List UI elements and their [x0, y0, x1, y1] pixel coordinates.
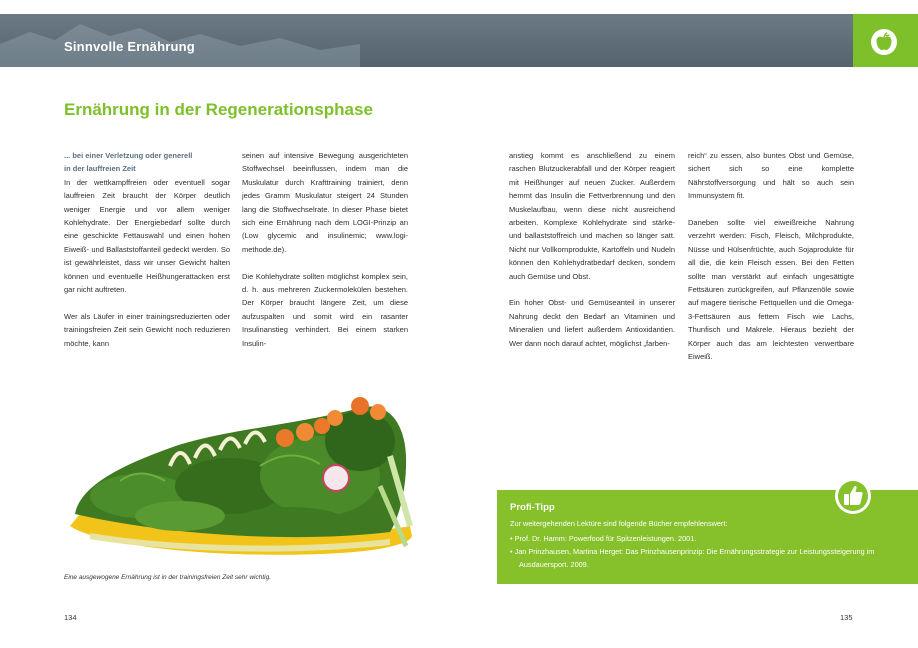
- section-header-bar: [0, 14, 918, 67]
- subheading-line-1: ... bei einer Verletzung oder generell: [64, 151, 193, 160]
- page-number-right: 135: [840, 613, 853, 622]
- image-caption: Eine ausgewogene Ernährung ist in der trainingsfreien Zeit sehr wichtig.: [64, 574, 272, 581]
- paragraph: Daneben sollte viel eiweißreiche Nahrung verzehrt werden: Fisch, Fleisch, Milchprodukte, Nüsse und Hülsenfrüchte, auch Sojaprodukte für all die, die kein Fleisch essen. Bei den Fetten sollte man verstärkt auf einfach ungesättigte Fettsäuren zurückgreifen, auf Pflanzenöle sowie auf magere tierische Fettquellen und die Omega-3-Fettsäuren aus fettem Fisch wie Lachs, Thunfisch und Makrele. Hieraus bezieht der Körper auch das am leichtesten verwertbare Eiweiß.: [688, 218, 854, 362]
- paragraph: In der wettkampffreien oder eventuell sogar lauffreien Zeit braucht der Körper deutlich weniger Energie und vor allem weniger Kohlehydrate. Der Energiebedarf sollte durch eine geschickte Fettauswahl und einen hohen Eiweiß- und Ballaststoffanteil gedeckt werden. So ist gewährleistet, dass wir unser Gewicht halten können und eventuelle Heißhungerattacken erst gar nicht auftreten.: [64, 177, 230, 295]
- subheading-line-2: in der lauffreien Zeit: [64, 164, 136, 174]
- pro-tip-title: Profi-Tipp: [510, 502, 555, 513]
- list-item: • Prof. Dr. Hamm: Powerfood für Spitzenleistungen. 2001.: [510, 532, 918, 545]
- apple-icon: [870, 28, 898, 56]
- page-heading: Ernährung in der Regenerationsphase: [64, 100, 373, 119]
- text-column-4: [688, 149, 854, 377]
- paragraph: reich“ zu essen, also buntes Obst und Gemüse, sichert sich so eine komplette Nährstoffversorgung und hält so auch sein Immunsystem fit.: [688, 151, 854, 201]
- paragraph: Wer als Läufer in einer trainingsreduzierten oder trainingsfreien Zeit sein Gewicht noch reduzieren möchte, kann: [64, 311, 230, 348]
- text-column-3: [509, 149, 675, 363]
- thumbs-up-icon: [834, 477, 872, 515]
- page-number-left: 134: [64, 613, 77, 622]
- pro-tip-intro: Zur weitergehenden Lektüre sind folgende Bücher empfehlenswert:: [510, 519, 728, 528]
- pro-tip-list: [510, 532, 918, 571]
- text-column-2: [242, 149, 408, 363]
- paragraph: Ein hoher Obst- und Gemüseanteil in unserer Nahrung deckt den Bedarf an Vitaminen und Mineralien und liefert außerdem Antioxidantien. Wer dann noch darauf achtet, möglichst „farben-: [509, 298, 675, 348]
- list-item: • Jan Prinzhausen, Martina Herget: Das Prinzhausenprinzip: Die Ernährungsstrategie zur Leistungssteigerung im Ausdauersport. 2009.: [510, 545, 918, 571]
- paragraph: seinen auf intensive Bewegung ausgerichteten Stoffwechsel beeinflussen, indem man die Muskulatur durch Krafttraining trainiert, denn jedes Gramm Muskulatur steigert 24 Stunden lang die Stoffwechselrate. In dieser Phase bietet sich eine Ernährung nach dem LOGI-Prinzip an (Low glycemic and insulinemic; www.logi-methode.de).: [242, 151, 408, 254]
- section-title: Sinnvolle Ernährung: [64, 39, 195, 54]
- vegetable-shoe-image: [60, 386, 420, 562]
- paragraph: Die Kohlehydrate sollten möglichst komplex sein, d. h. aus mehreren Zuckermolekülen bestehen. Der Körper braucht längere Zeit, um diese aufzuspalten und somit wird ein rasanter Insulinanstieg verhindert. Bei einem starken Insulin-: [242, 271, 408, 348]
- text-column-1: [64, 149, 230, 363]
- paragraph: anstieg kommt es anschließend zu einem raschen Blutzuckerabfall und der Körper reagiert mit Heißhunger auf neuen Zucker. Außerdem hemmt das Insulin die Fettverbrennung und den Muskelaufbau, wenn diese nicht ausreichend arbeiten. Komplexe Kohlehydrate sind stärke- und ballaststoffreich und machen so länger satt. Nicht nur Vollkornprodukte, Kartoffeln und Nudeln können den Kohlehydratbedarf decken, sondern auch Gemüse und Obst.: [509, 151, 675, 281]
